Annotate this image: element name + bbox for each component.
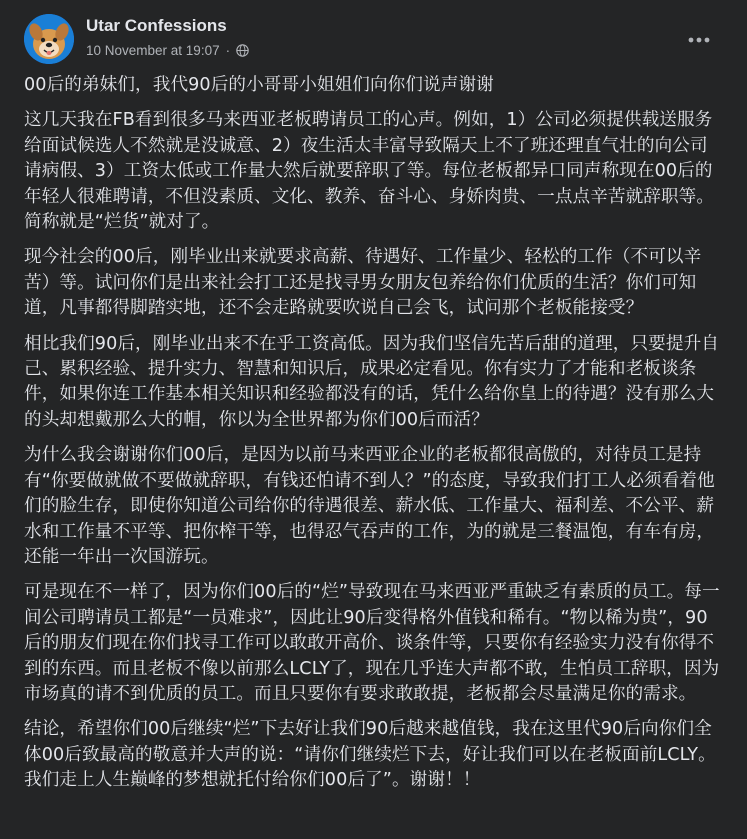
- post-body: [24, 73, 724, 804]
- avatar[interactable]: [24, 14, 74, 64]
- dog-face-avatar-icon: [24, 14, 74, 64]
- meta-separator: ·: [225, 43, 231, 58]
- post-paragraph: 结论，希望你们00后继续“烂”下去好让我们90后越来越值钱，我在这里代90后向你们全体00后致最高的敬意并大声的说：“请你们继续烂下去，好让我们可以在老板面前LCLY。我们走上人生巅峰的梦想就托付给你们00后了”。谢谢！！: [24, 719, 716, 791]
- post-paragraph: 可是现在不一样了，因为你们00后的“烂”导致现在马来西亚严重缺乏有素质的员工。每一间公司聘请员工都是“一员难求”，因此让90后变得格外值钱和稀有。“物以稀为贵”，90后的朋友们现在你们找寻工作可以敢敢开高价、谈条件等，只要你有经验实力没有你得不到的东西。而且老板不像以前那么LCLY了，现在几乎连大声都不敢，生怕员工辞职，因为市场真的请不到优质的员工。而且只要你有要求敢敢提，老板都会尽量满足你的需求。: [24, 582, 720, 704]
- post-header: [24, 12, 731, 68]
- post-paragraph: 00后的弟妹们，我代90后的小哥哥小姐姐们向你们说声谢谢: [24, 75, 494, 95]
- post-paragraph: 为什么我会谢谢你们00后，是因为以前马来西亚企业的老板都很高傲的，对待员工是持有“你要做就做不要做就辞职，有钱还怕请不到人？”的态度，导致我们打工人必须看着他们的脸生存，即使你知道公司给你的待遇很差、薪水低、工作量大、福利差、不公平、薪水和工作量不平等、把你榨干等，也得忍气吞声的工作，为的就是三餐温饱，有车有房，还能一年出一次国游玩。: [24, 445, 715, 567]
- more-options-button[interactable]: [681, 22, 717, 58]
- more-horizontal-icon: [688, 37, 710, 43]
- post-paragraph: 这几天我在FB看到很多马来西亚老板聘请员工的心声。例如，1）公司必须提供载送服务给面试候选人不然就是没诚意、2）夜生活太丰富导致隔天上不了班还理直气壮的向公司请病假、3）工资太低或工作量大然后就要辞职了等。每位老板都异口同声称现在00后的年轻人很难聘请，不但没素质、文化、教养、奋斗心、身娇肉贵、一点点辛苦就辞职等。简称就是“烂货”就对了。: [24, 110, 715, 233]
- post-date[interactable]: 10 November at 19:07: [86, 43, 220, 58]
- author-name[interactable]: Utar Confessions: [86, 16, 227, 35]
- post-meta: [86, 43, 249, 58]
- post-paragraph: 相比我们90后，刚毕业出来不在乎工资高低。因为我们坚信先苦后甜的道理，只要提升自己、累积经验、提升实力、智慧和知识后，成果必定看见。你有实力了才能和老板谈条件，如果你连工作基本相关知识和经验都没有的话，凭什么给你皇上的待遇？没有那么大的头却想戴那么大的帽，你以为全世界都为你们00后而活？: [24, 333, 719, 430]
- post-paragraph: 现今社会的00后，刚毕业出来就要求高薪、待遇好、工作量少、轻松的工作（不可以辛苦）等。试问你们是出来社会打工还是找寻男女朋友包养给你们优质的生活？你们可知道，凡事都得脚踏实地，还不会走路就要吹说自己会飞，试问那个老板能接受？: [24, 247, 702, 319]
- globe-icon[interactable]: [236, 44, 249, 57]
